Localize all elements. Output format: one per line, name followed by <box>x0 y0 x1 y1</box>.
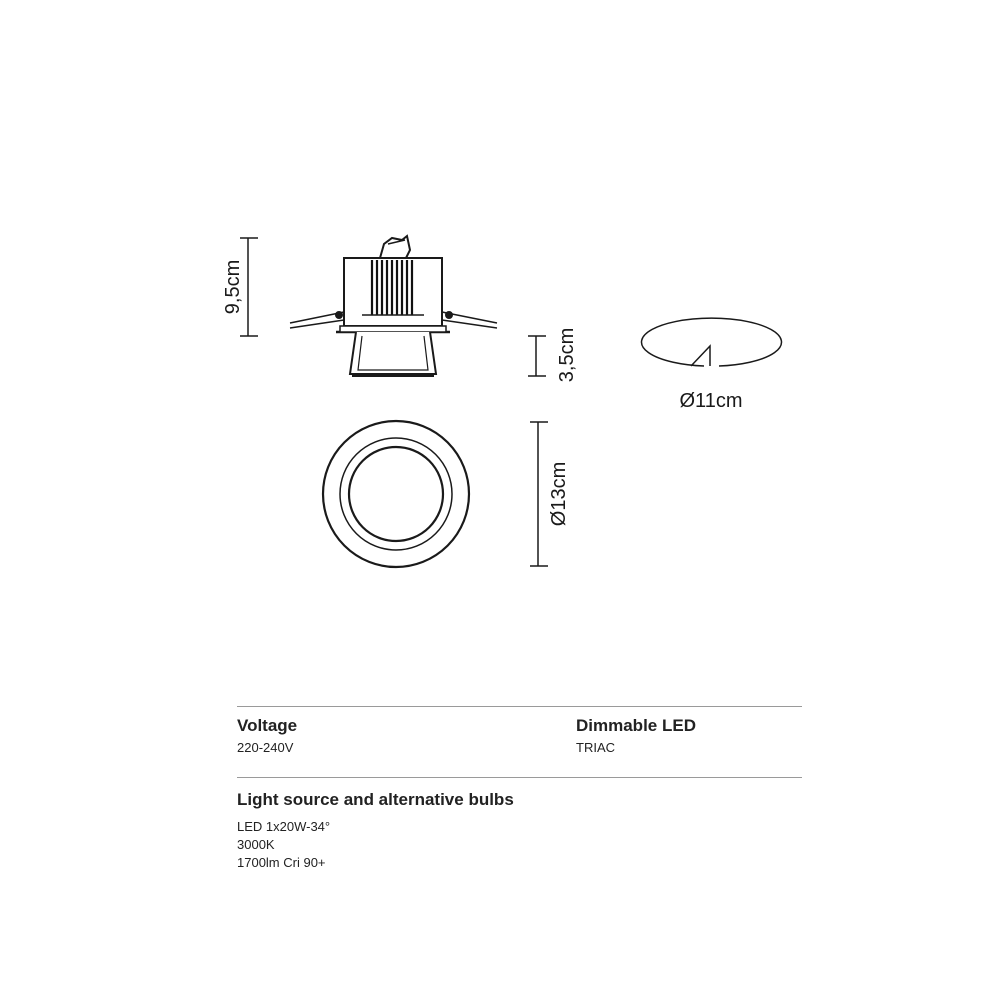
voltage-title: Voltage <box>237 716 298 735</box>
dimmable-value: TRIAC <box>576 740 615 755</box>
side-view <box>290 236 497 376</box>
light-source-line: 1700lm Cri 90+ <box>237 855 326 870</box>
light-source-line: 3000K <box>237 837 275 852</box>
dimmable-title: Dimmable LED <box>576 716 696 735</box>
light-source-line: LED 1x20W-34° <box>237 819 331 834</box>
front-view <box>323 421 469 567</box>
height-label: 9,5cm <box>222 259 244 315</box>
diameter-dimension <box>530 422 548 566</box>
cutout-view <box>642 318 782 366</box>
divider-top <box>237 706 802 707</box>
diameter-label: Ø13cm <box>548 461 570 527</box>
cutout-label: Ø11cm <box>679 390 743 412</box>
divider-middle <box>237 777 802 778</box>
depth-label: 3,5cm <box>556 327 578 383</box>
voltage-value: 220-240V <box>237 740 294 755</box>
depth-dimension <box>528 336 546 376</box>
light-source-title: Light source and alternative bulbs <box>237 790 514 809</box>
